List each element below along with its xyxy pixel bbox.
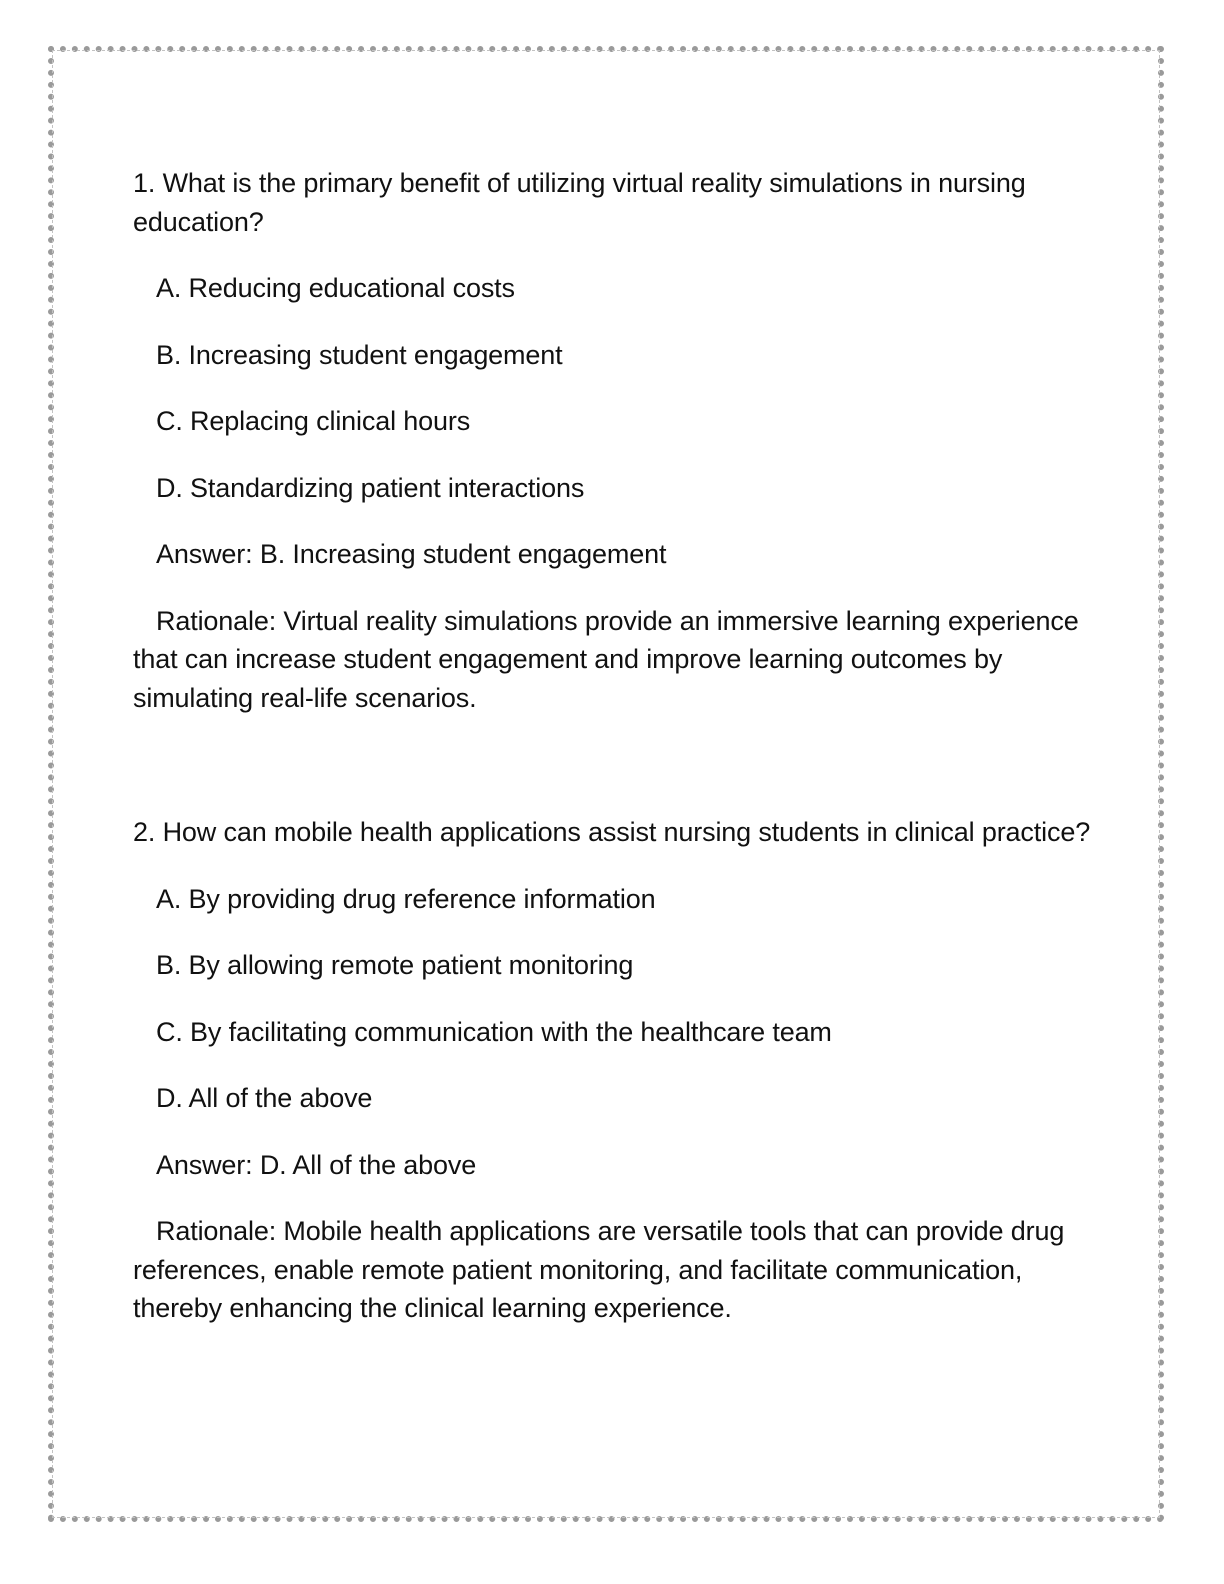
question-block-1 [133, 164, 1093, 717]
option-d: D. All of the above [156, 1083, 373, 1113]
rationale-text: Rationale: Mobile health applications are versatile tools that can provide drug references, enable remote patient monitoring, and facilitate communication, thereby enhancing the clinical learning experience. [133, 1216, 1065, 1323]
option-c: C. Replacing clinical hours [156, 406, 471, 436]
answer-text: Answer: D. All of the above [156, 1149, 477, 1180]
answer-text: Answer: B. Increasing student engagement [156, 539, 667, 569]
option-a: A. By providing drug reference information [156, 883, 656, 914]
question-block-2 [133, 813, 1093, 1328]
document-content [133, 164, 1093, 1328]
option-b: B. Increasing student engagement [156, 339, 563, 370]
option-b: B. By allowing remote patient monitoring [156, 950, 634, 980]
option-c: C. By facilitating communication with the healthcare team [156, 1016, 832, 1047]
question-text: 1. What is the primary benefit of utilizing virtual reality simulations in nursing education? [133, 168, 1026, 237]
question-text: 2. How can mobile health applications assist nursing students in clinical practice? [133, 817, 1091, 847]
option-a: A. Reducing educational costs [156, 273, 515, 303]
rationale-text: Rationale: Virtual reality simulations provide an immersive learning experience that can increase student engagement and improve learning outcomes by simulating real-life scenarios. [133, 605, 1079, 713]
option-d: D. Standardizing patient interactions [156, 472, 585, 503]
